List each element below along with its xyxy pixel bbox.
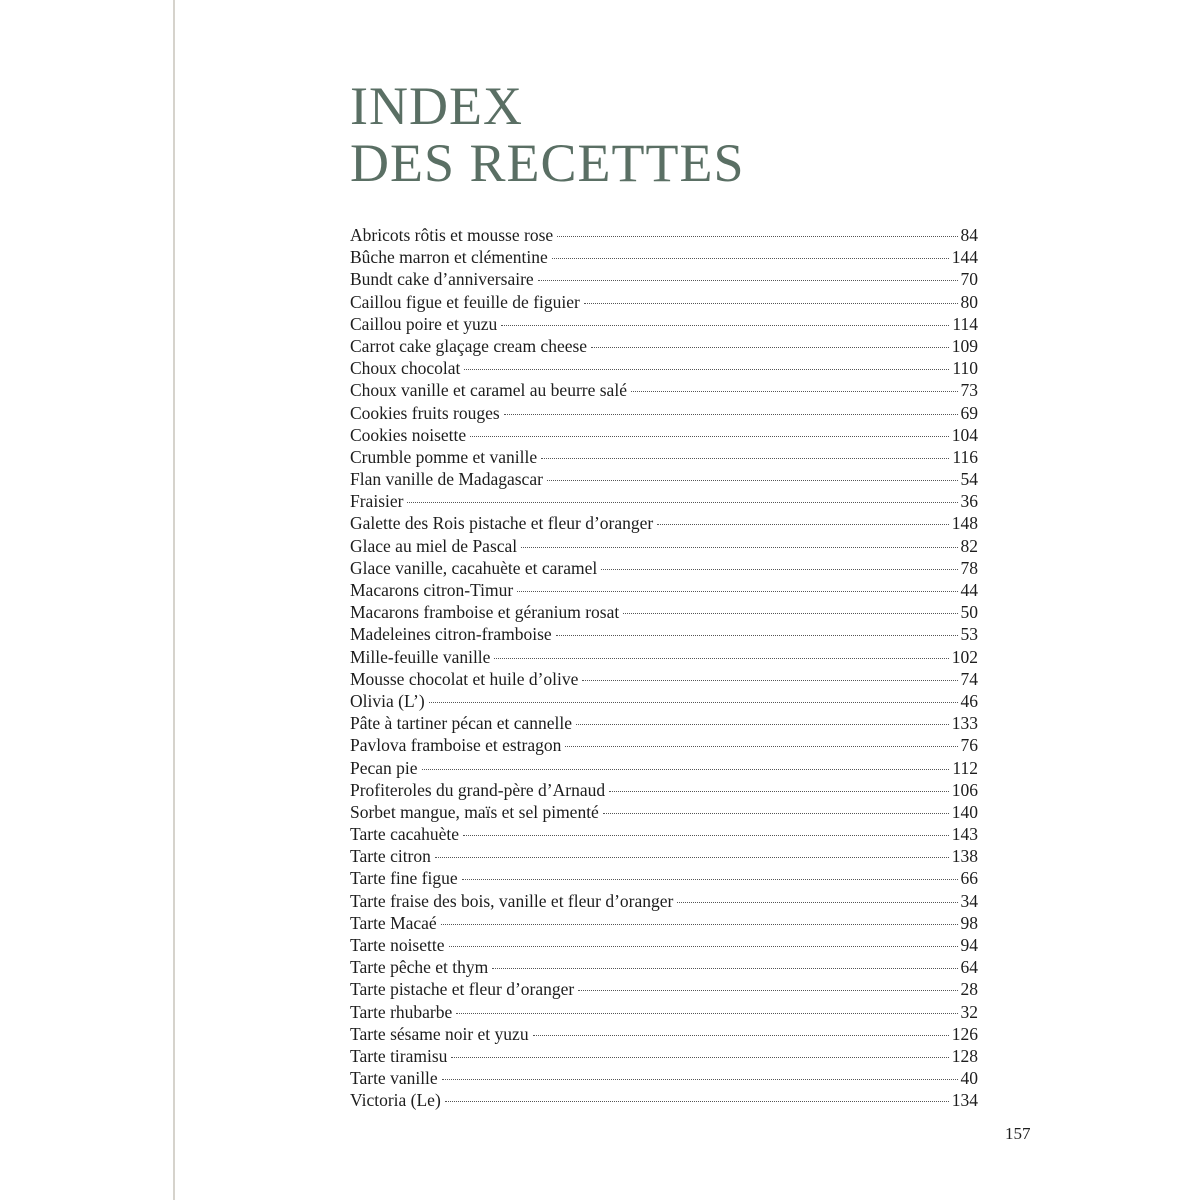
recipe-name: Bundt cake d’anniversaire: [350, 269, 534, 290]
dot-leader: [603, 813, 949, 814]
recipe-name: Galette des Rois pistache et fleur d’oranger: [350, 513, 654, 534]
dot-leader: [533, 1035, 949, 1036]
index-entry: [350, 1067, 978, 1089]
recipe-name: Macarons framboise et géranium rosat: [350, 602, 620, 623]
dot-leader: [552, 258, 949, 259]
dot-leader: [407, 502, 957, 503]
recipe-page-number: 46: [960, 690, 978, 711]
recipe-name: Tarte rhubarbe: [350, 1001, 453, 1022]
dot-leader: [541, 458, 949, 459]
recipe-page-number: 36: [960, 491, 978, 512]
recipe-name: Victoria (Le): [350, 1090, 441, 1111]
recipe-page-number: 144: [951, 247, 978, 268]
recipe-index-list: [350, 224, 978, 1112]
index-entry: [350, 690, 978, 712]
recipe-name: Mille-feuille vanille: [350, 646, 491, 667]
recipe-page-number: 54: [960, 469, 978, 490]
recipe-page-number: 64: [960, 957, 978, 978]
recipe-name: Caillou poire et yuzu: [350, 313, 498, 334]
dot-leader: [422, 769, 950, 770]
recipe-name: Glace vanille, cacahuète et caramel: [350, 557, 598, 578]
recipe-page-number: 148: [951, 513, 978, 534]
recipe-name: Tarte fine figue: [350, 868, 458, 889]
index-entry: [350, 1001, 978, 1023]
recipe-name: Caillou figue et feuille de figuier: [350, 291, 580, 312]
dot-leader: [565, 746, 957, 747]
recipe-page-number: 28: [960, 979, 978, 1000]
index-entry: [350, 424, 978, 446]
recipe-page-number: 110: [952, 358, 978, 379]
dot-leader: [441, 924, 958, 925]
recipe-page-number: 74: [960, 668, 978, 689]
recipe-page-number: 70: [960, 269, 978, 290]
recipe-name: Bûche marron et clémentine: [350, 247, 548, 268]
dot-leader: [623, 613, 957, 614]
index-entry: [350, 1023, 978, 1045]
index-entry: [350, 468, 978, 490]
dot-leader: [631, 391, 958, 392]
dot-leader: [494, 658, 948, 659]
index-entry: [350, 379, 978, 401]
recipe-name: Mousse chocolat et huile d’olive: [350, 668, 579, 689]
recipe-page-number: 44: [960, 580, 978, 600]
recipe-name: Pecan pie: [350, 757, 418, 778]
recipe-name: Tarte citron: [350, 846, 431, 867]
dot-leader: [504, 414, 958, 415]
dot-leader: [442, 1079, 958, 1080]
index-entry: [350, 646, 978, 668]
recipe-page-number: 128: [951, 1045, 978, 1066]
recipe-page-number: 114: [952, 313, 978, 334]
index-entry: [350, 268, 978, 290]
index-entry: [350, 978, 978, 1000]
dot-leader: [584, 303, 958, 304]
dot-leader: [576, 724, 949, 725]
dot-leader: [557, 236, 957, 237]
recipe-name: Tarte Macaé: [350, 912, 437, 933]
recipe-page-number: 50: [960, 602, 978, 623]
recipe-name: Glace au miel de Pascal: [350, 535, 518, 556]
recipe-page-number: 138: [951, 846, 978, 867]
index-entry: [350, 757, 978, 779]
index-entry: [350, 779, 978, 801]
recipe-page-number: 126: [951, 1023, 978, 1044]
dot-leader: [463, 835, 949, 836]
dot-leader: [462, 879, 958, 880]
recipe-page-number: 82: [960, 535, 978, 556]
index-entry: [350, 535, 978, 557]
index-entry: [350, 623, 978, 645]
recipe-page-number: 73: [960, 380, 978, 401]
dot-leader: [492, 968, 957, 969]
index-entry: [350, 446, 978, 468]
index-entry: [350, 934, 978, 956]
recipe-name: Tarte vanille: [350, 1068, 438, 1089]
recipe-name: Pâte à tartiner pécan et cannelle: [350, 713, 573, 734]
dot-leader: [445, 1101, 949, 1102]
index-entry: [350, 845, 978, 867]
index-entry: [350, 579, 978, 601]
dot-leader: [582, 680, 957, 681]
recipe-page-number: 40: [960, 1068, 978, 1089]
title-line-1: INDEX: [350, 76, 523, 136]
recipe-page-number: 32: [960, 1001, 978, 1022]
dot-leader: [609, 791, 949, 792]
recipe-name: Carrot cake glaçage cream cheese: [350, 335, 588, 356]
recipe-name: Choux vanille et caramel au beurre salé: [350, 380, 627, 401]
recipe-name: Crumble pomme et vanille: [350, 446, 538, 467]
index-entry: [350, 291, 978, 313]
recipe-name: Tarte tiramisu: [350, 1045, 448, 1066]
dot-leader: [578, 990, 957, 991]
recipe-name: Cookies fruits rouges: [350, 402, 500, 423]
recipe-page-number: 106: [951, 779, 978, 800]
index-entry: [350, 402, 978, 424]
recipe-name: Tarte cacahuète: [350, 824, 460, 845]
recipe-name: Tarte noisette: [350, 935, 445, 955]
recipe-page-number: 69: [960, 402, 978, 423]
recipe-name: Macarons citron-Timur: [350, 580, 514, 600]
dot-leader: [464, 369, 949, 370]
index-entry: [350, 956, 978, 978]
index-entry: [350, 823, 978, 845]
recipe-page-number: 109: [951, 335, 978, 356]
recipe-name: Olivia (L’): [350, 690, 425, 711]
index-entry: [350, 357, 978, 379]
page-title: [350, 78, 745, 192]
dot-leader: [521, 547, 957, 548]
dot-leader: [456, 1013, 957, 1014]
dot-leader: [657, 524, 949, 525]
dot-leader: [449, 946, 958, 947]
recipe-name: Pavlova framboise et estragon: [350, 735, 562, 756]
index-entry: [350, 557, 978, 579]
dot-leader: [601, 569, 957, 570]
index-entry: [350, 801, 978, 823]
recipe-page-number: 94: [960, 935, 978, 955]
recipe-page-number: 98: [960, 912, 978, 933]
index-entry: [350, 712, 978, 734]
recipe-page-number: 133: [951, 713, 978, 734]
dot-leader: [538, 280, 958, 281]
index-entry: [350, 912, 978, 934]
index-entry: [350, 1045, 978, 1067]
recipe-page-number: 112: [952, 757, 978, 778]
recipe-page-number: 104: [951, 424, 978, 445]
dot-leader: [677, 902, 957, 903]
recipe-page-number: 102: [951, 646, 978, 667]
index-entry: [350, 867, 978, 889]
dot-leader: [501, 325, 949, 326]
recipe-name: Tarte sésame noir et yuzu: [350, 1023, 529, 1044]
index-entry: [350, 668, 978, 690]
recipe-page-number: 78: [960, 557, 978, 578]
dot-leader: [556, 635, 958, 636]
recipe-name: Tarte fraise des bois, vanille et fleur d’oranger: [350, 890, 674, 911]
recipe-page-number: 76: [960, 735, 978, 756]
recipe-page-number: 53: [960, 624, 978, 645]
recipe-page-number: 140: [951, 801, 978, 822]
dot-leader: [429, 702, 958, 703]
recipe-page-number: 84: [960, 225, 978, 245]
recipe-name: Sorbet mangue, maïs et sel pimenté: [350, 801, 599, 822]
index-entry: [350, 224, 978, 246]
index-entry: [350, 490, 978, 512]
recipe-name: Cookies noisette: [350, 424, 467, 445]
dot-leader: [547, 480, 958, 481]
recipe-name: Fraisier: [350, 491, 404, 512]
dot-leader: [451, 1057, 948, 1058]
index-entry: [350, 335, 978, 357]
recipe-name: Tarte pistache et fleur d’oranger: [350, 979, 575, 1000]
index-entry: [350, 246, 978, 268]
spine-divider: [173, 0, 175, 1200]
index-entry: [350, 313, 978, 335]
index-entry: [350, 890, 978, 912]
recipe-name: Madeleines citron-framboise: [350, 624, 552, 645]
recipe-page-number: 80: [960, 291, 978, 312]
recipe-name: Choux chocolat: [350, 358, 461, 379]
recipe-name: Abricots rôtis et mousse rose: [350, 225, 554, 245]
recipe-page-number: 116: [952, 446, 978, 467]
recipe-page-number: 143: [951, 824, 978, 845]
dot-leader: [470, 436, 949, 437]
dot-leader: [591, 347, 949, 348]
recipe-page-number: 66: [960, 868, 978, 889]
dot-leader: [517, 591, 957, 592]
index-entry: [350, 512, 978, 534]
recipe-name: Flan vanille de Madagascar: [350, 469, 543, 490]
recipe-page-number: 34: [960, 890, 978, 911]
index-entry: [350, 734, 978, 756]
page-number: 157: [1005, 1124, 1031, 1143]
dot-leader: [435, 857, 949, 858]
recipe-name: Profiteroles du grand-père d’Arnaud: [350, 779, 606, 800]
index-entry: [350, 1089, 978, 1111]
index-entry: [350, 601, 978, 623]
title-line-2: DES RECETTES: [350, 133, 745, 193]
recipe-name: Tarte pêche et thym: [350, 957, 489, 978]
recipe-page-number: 134: [951, 1090, 978, 1111]
